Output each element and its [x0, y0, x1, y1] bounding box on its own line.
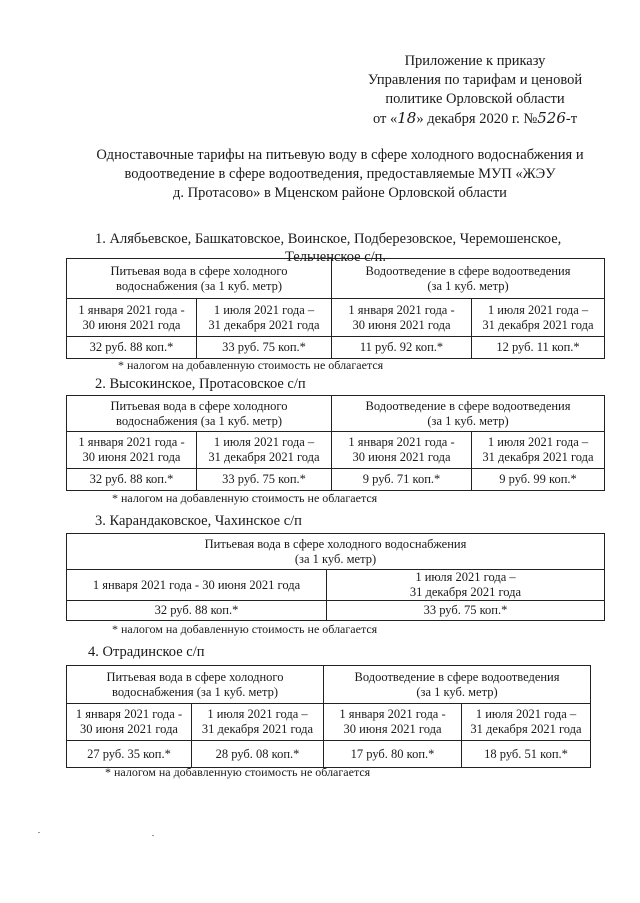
table-4-drain-period-1: 1 января 2021 года - 30 июня 2021 года	[324, 704, 462, 741]
table-2-drain-period-1: 1 января 2021 года - 30 июня 2021 года	[332, 432, 472, 469]
table-4-water-header: Питьевая вода в сфере холодного водоснабжения (за 1 куб. метр)	[67, 666, 324, 704]
table-3-water-period-2: 1 июля 2021 года – 31 декабря 2021 года	[327, 570, 605, 601]
table-2-water-period-2: 1 июля 2021 года – 31 декабря 2021 года	[197, 432, 332, 469]
tariff-table-2	[66, 395, 605, 491]
title-line-1: Одноставочные тарифы на питьевую воду в сфере холодного водоснабжения и	[96, 147, 584, 163]
document-title	[70, 146, 610, 203]
table-4-footnote: * налогом на добавленную стоимость не облагается	[105, 765, 371, 779]
table-2-period-row	[67, 432, 605, 469]
table-4-drain-header: Водоотведение в сфере водоотведения (за 1 куб. метр)	[324, 666, 591, 704]
table-4-header-row	[67, 666, 591, 704]
table-3-value-row	[67, 601, 605, 621]
table-2-drain-value-1: 9 руб. 71 коп.*	[332, 469, 472, 491]
table-3-header-row	[67, 534, 605, 570]
table-4-drain-value-2: 18 руб. 51 коп.*	[462, 741, 591, 768]
handwritten-order-number: 526	[537, 109, 566, 127]
table-3-water-period-1: 1 января 2021 года - 30 июня 2021 года	[67, 570, 327, 601]
table-2-footnote: * налогом на добавленную стоимость не облагается	[112, 491, 378, 505]
table-4-water-period-2: 1 июля 2021 года – 31 декабря 2021 года	[192, 704, 324, 741]
table-2-header-row	[67, 396, 605, 432]
table-1-value-row	[67, 337, 605, 359]
table-1-drain-value-2: 12 руб. 11 коп.*	[472, 337, 605, 359]
appendix-line-1: Приложение к приказу	[404, 53, 546, 69]
table-1-period-row	[67, 299, 605, 337]
appendix-line-2: Управления по тарифам и ценовой	[367, 72, 583, 88]
table-4-water-period-1: 1 января 2021 года - 30 июня 2021 года	[67, 704, 192, 741]
section-2-heading-line-1: 2. Высокинское, Протасовское с/п	[95, 376, 306, 392]
section-3-heading	[95, 512, 605, 530]
section-4-heading-line-1: 4. Отрадинское с/п	[88, 644, 205, 660]
tariff-table-4	[66, 665, 591, 768]
table-3-period-row	[67, 570, 605, 601]
tariff-table-3	[66, 533, 605, 621]
title-line-3: д. Протасово» в Мценском районе Орловской области	[173, 185, 507, 201]
section-4-heading	[88, 643, 598, 661]
table-1-header-row	[67, 259, 605, 299]
table-2-drain-header: Водоотведение в сфере водоотведения (за 1 куб. метр)	[332, 396, 605, 432]
table-2-value-row	[67, 469, 605, 491]
table-1-footnote: * налогом на добавленную стоимость не облагается	[118, 358, 384, 372]
table-1-water-value-2: 33 руб. 75 коп.*	[197, 337, 332, 359]
table-4-value-row	[67, 741, 591, 768]
table-3-footnote: * налогом на добавленную стоимость не облагается	[112, 622, 378, 636]
table-1-drain-period-2: 1 июля 2021 года – 31 декабря 2021 года	[472, 299, 605, 337]
scan-speck	[152, 835, 154, 836]
appendix-header	[340, 52, 610, 129]
table-2-drain-value-2: 9 руб. 99 коп.*	[472, 469, 605, 491]
tariff-table-1	[66, 258, 605, 359]
title-line-2: водоотведение в сфере водоотведения, предоставляемые МУП «ЖЭУ	[124, 166, 556, 182]
table-2-water-period-1: 1 января 2021 года - 30 июня 2021 года	[67, 432, 197, 469]
order-number-suffix: -т	[565, 111, 578, 127]
table-4-water-value-2: 28 руб. 08 коп.*	[192, 741, 324, 768]
table-4-drain-period-2: 1 июля 2021 года – 31 декабря 2021 года	[462, 704, 591, 741]
table-2-drain-period-2: 1 июля 2021 года – 31 декабря 2021 года	[472, 432, 605, 469]
section-3-heading-line-1: 3. Карандаковское, Чахинское с/п	[95, 513, 302, 529]
table-2-water-header: Питьевая вода в сфере холодного водоснабжения (за 1 куб. метр)	[67, 396, 332, 432]
date-middle: » декабря 2020 г. №	[416, 111, 538, 127]
table-4-drain-value-1: 17 руб. 80 коп.*	[324, 741, 462, 768]
table-1-water-period-2: 1 июля 2021 года – 31 декабря 2021 года	[197, 299, 332, 337]
table-2-water-value-2: 33 руб. 75 коп.*	[197, 469, 332, 491]
table-2-water-value-1: 32 руб. 88 коп.*	[67, 469, 197, 491]
table-1-water-header: Питьевая вода в сфере холодного водоснабжения (за 1 куб. метр)	[67, 259, 332, 299]
scan-speck	[38, 832, 40, 833]
table-3-water-value-1: 32 руб. 88 коп.*	[67, 601, 327, 621]
table-1-water-period-1: 1 января 2021 года - 30 июня 2021 года	[67, 299, 197, 337]
appendix-line-3: политике Орловской области	[385, 91, 565, 107]
table-3-water-header: Питьевая вода в сфере холодного водоснабжения (за 1 куб. метр)	[67, 534, 605, 570]
table-1-drain-header: Водоотведение в сфере водоотведения (за 1 куб. метр)	[332, 259, 605, 299]
table-1-drain-value-1: 11 руб. 92 коп.*	[332, 337, 472, 359]
table-3-water-value-2: 33 руб. 75 коп.*	[327, 601, 605, 621]
section-1-heading-line-2: Тельченское с/п.	[285, 249, 387, 265]
table-1-drain-period-1: 1 января 2021 года - 30 июня 2021 года	[332, 299, 472, 337]
section-2-heading	[95, 375, 605, 393]
appendix-date-line	[340, 109, 610, 129]
table-4-period-row	[67, 704, 591, 741]
handwritten-day: 18	[397, 109, 417, 127]
section-1-heading-line-1: 1. Алябьевское, Башкатовское, Воинское, Подберезовское, Черемошенское,	[95, 231, 562, 247]
table-1-water-value-1: 32 руб. 88 коп.*	[67, 337, 197, 359]
table-4-water-value-1: 27 руб. 35 коп.*	[67, 741, 192, 768]
date-prefix: от «	[372, 111, 398, 127]
